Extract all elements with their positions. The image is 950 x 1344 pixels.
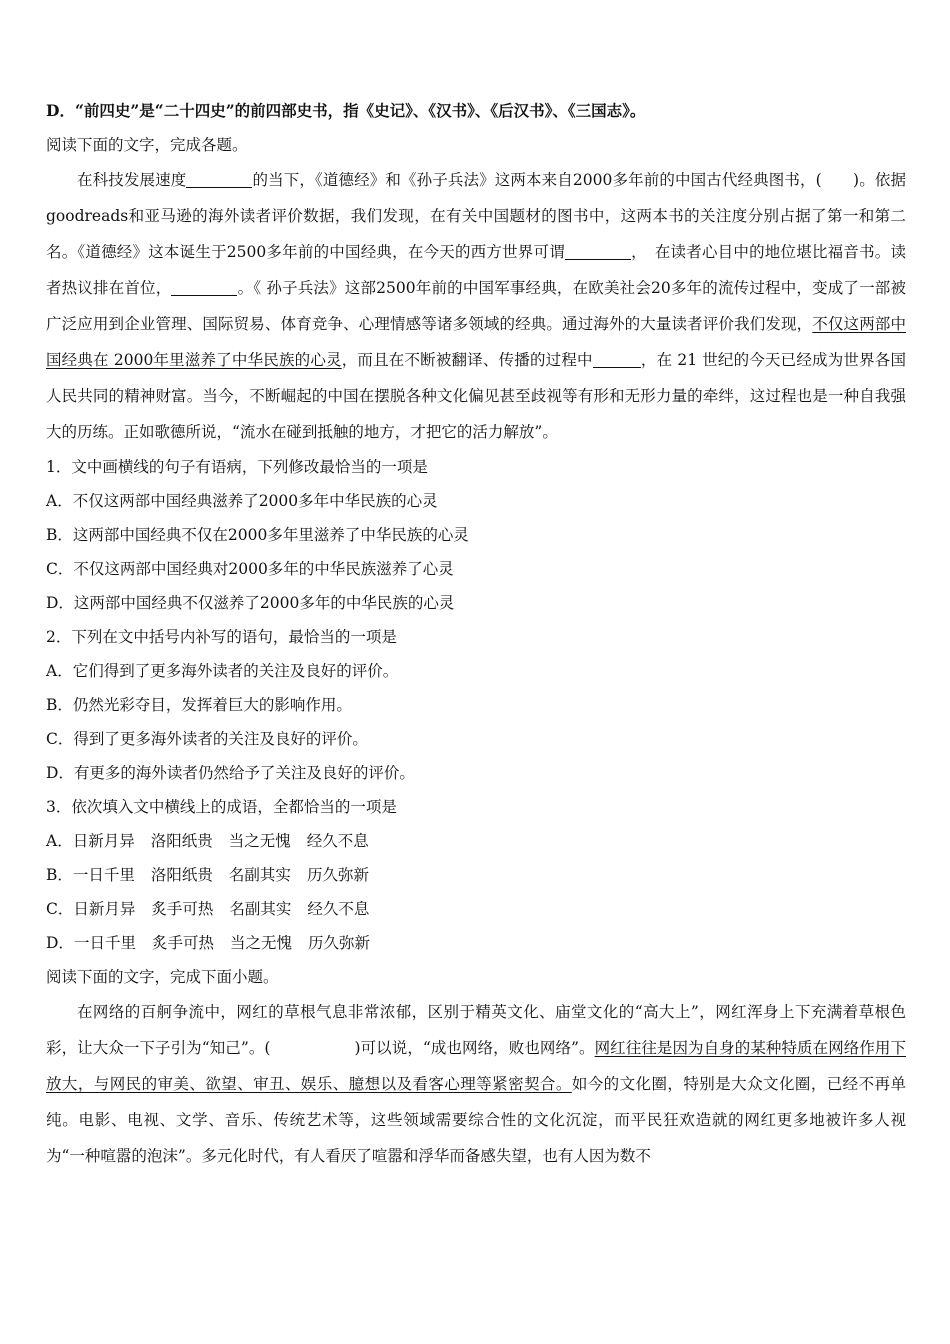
passage2-instruction: 阅读下面的文字，完成下面小题。: [46, 968, 279, 986]
question-3-option-b: B．一日千里 洛阳纸贵 名副其实 历久弥新: [46, 866, 369, 884]
question-1-stem: 1．文中画横线的句子有语病，下列修改最恰当的一项是: [46, 458, 428, 476]
fill-blank-2: [565, 241, 631, 260]
question-2-option-c: C．得到了更多海外读者的关注及良好的评价。: [46, 730, 368, 748]
question-3-stem: 3．依次填入文中横线上的成语，全都恰当的一项是: [46, 798, 397, 816]
question-2-option-b: B．仍然光彩夺目，发挥着巨大的影响作用。: [46, 696, 352, 714]
fill-blank-4: [593, 349, 641, 368]
fill-blank-3: [171, 277, 237, 296]
passage2-text: 在网络的百舸争流中，网红的草根气息非常浓郁，区别于精英文化、庙堂文化的“高大上”，网红浑身上下充满着草根色彩，让大众一下子引为“知己”。( )可以说，“成也网络，败也网络”。网红往往是因为自身的某种特质在网络作用下放大，与网民的审美、欲望、审丑、娱乐、臆想以及看客心理等紧密契合。如今的文化圈，特别是大众文化圈，已经不再单纯。电影、电视、文学、音乐、传统艺术等，这些领域需要综合性的文化沉淀，而平民狂欢造就的网红更多地被许多人视为“一种喧嚣的泡沫”。多元化时代，有人看厌了喧嚣和浮华而备感失望，也有人因为数不: [46, 1003, 906, 1165]
question-2-option-a: A．它们得到了更多海外读者的关注及良好的评价。: [46, 662, 399, 680]
question-2-option-d: D．有更多的海外读者仍然给予了关注及良好的评价。: [46, 764, 415, 782]
question-2-stem: 2．下列在文中括号内补写的语句，最恰当的一项是: [46, 628, 397, 646]
question-1-option-b: B．这两部中国经典不仅在2000多年里滋养了中华民族的心灵: [46, 526, 469, 544]
fill-blank-1: [186, 169, 252, 188]
question-1-option-d: D．这两部中国经典不仅滋养了2000多年的中华民族的心灵: [46, 594, 455, 612]
question-1-option-c: C．不仅这两部中国经典对2000多年的中华民族滋养了心灵: [46, 560, 454, 578]
option-d-history: D．“前四史”是“二十四史”的前四部史书，指《史记》、《汉书》、《后汉书》、《三国志》。: [46, 101, 646, 120]
underlined-sentence: 不仅这两部中国经典在 2000年里滋养了中华民族的心灵: [46, 315, 906, 369]
question-3-option-a: A．日新月异 洛阳纸贵 当之无愧 经久不息: [46, 832, 369, 850]
passage1-instruction: 阅读下面的文字，完成各题。: [46, 136, 248, 154]
passage1-text: 在科技发展速度 的当下，《道德经》和《孙子兵法》这两本来自2000多年前的中国古代经典图书，( )。依据goodreads和亚马逊的海外读者评价数据，我们发现，在有关中国题材的图书中，这两本书的关注度分别占据了第一和第二名。《道德经》这本诞生于2500多年前的中国经典，在今天的西方世界可谓 ， 在读者心目中的地位堪比福音书。读者热议排在首位， 。《 孙子兵法》这部2500年前的中国军事经典，在欧美社会20多年的流传过程中，变成了一部被广泛应用到企业管理、国际贸易、体育竞争、心理情感等诸多领域的经典。通过海外的大量读者评价我们发现，不仅这两部中国经典在 2000年里滋养了中华民族的心灵，而且在不断被翻译、传播的过程中 ，在 21 世纪的今天已经成为世界各国人民共同的精神财富。当今，不断崛起的中国在摆脱各种文化偏见甚至歧视等有形和无形力量的牵绊，这过程也是一种自我强大的历练。正如歌德所说，“流水在碰到抵触的地方，才把它的活力解放”。: [46, 171, 906, 441]
document-page: [46, 94, 906, 1174]
question-3-option-d: D．一日千里 炙手可热 当之无愧 历久弥新: [46, 934, 370, 952]
question-1-option-a: A．不仅这两部中国经典滋养了2000多年中华民族的心灵: [46, 492, 438, 510]
question-3-option-c: C．日新月异 炙手可热 名副其实 经久不息: [46, 900, 370, 918]
underlined-sentence-2: 网红往往是因为自身的某种特质在网络作用下放大，与网民的审美、欲望、审丑、娱乐、臆想以及看客心理等紧密契合。: [46, 1039, 906, 1093]
